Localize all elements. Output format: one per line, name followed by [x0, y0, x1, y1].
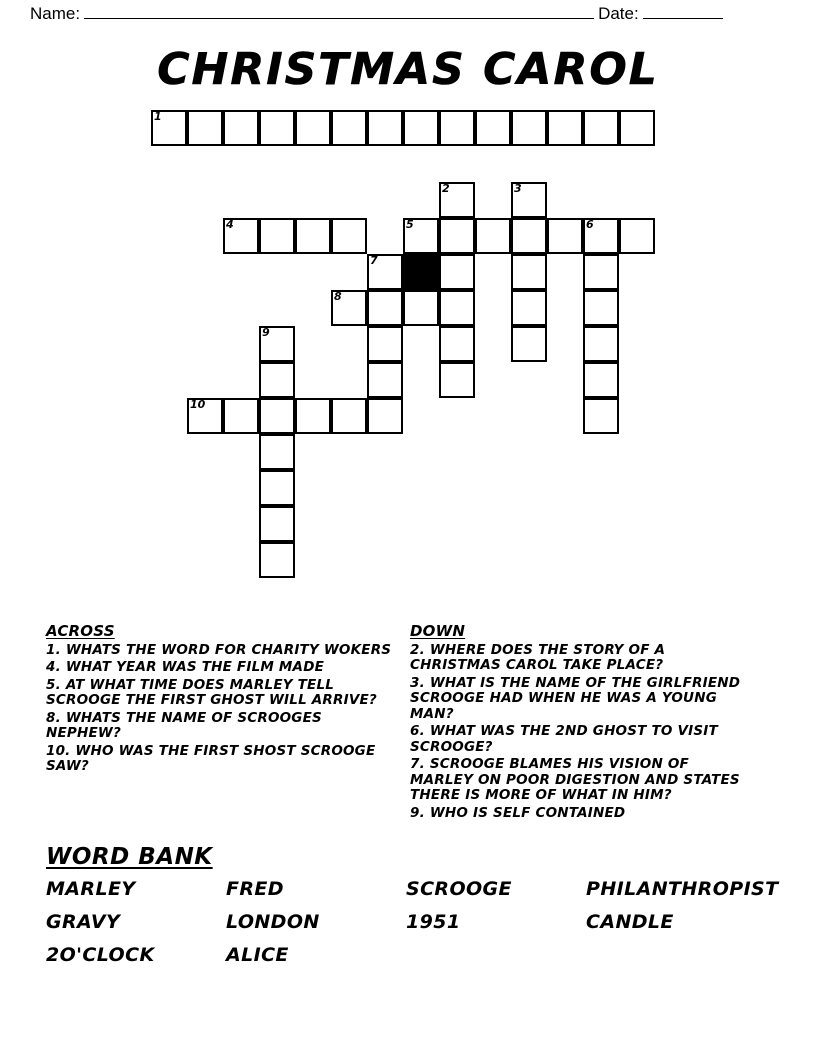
grid-cell[interactable] — [331, 398, 367, 434]
grid-cell[interactable] — [331, 218, 367, 254]
grid-cell[interactable] — [259, 218, 295, 254]
across-clue-4: 4. WHAT YEAR WAS THE FILM MADE — [46, 659, 325, 675]
grid-cell[interactable] — [403, 290, 439, 326]
grid-cell[interactable] — [439, 182, 475, 218]
grid-cell[interactable] — [223, 398, 259, 434]
grid-cell[interactable] — [259, 506, 295, 542]
grid-cell-number: 9 — [262, 326, 270, 339]
word-bank-grid — [46, 878, 779, 966]
grid-cell[interactable] — [367, 254, 403, 290]
grid-cell[interactable] — [511, 290, 547, 326]
grid-cell-number: 4 — [226, 218, 234, 231]
grid-cell-number: 8 — [334, 290, 342, 303]
down-clue-7: 7. SCROOGE BLAMES HIS VISION OF MARLEY ON POOR DIGESTION AND STATES THERE IS MORE OF WHAT IN HIM? — [410, 756, 740, 803]
grid-cell[interactable] — [367, 290, 403, 326]
word-bank-item: ALICE — [226, 944, 289, 966]
grid-cell[interactable] — [331, 290, 367, 326]
grid-cell[interactable] — [295, 218, 331, 254]
grid-cell[interactable] — [511, 182, 547, 218]
grid-cell[interactable] — [619, 218, 655, 254]
grid-cell[interactable] — [511, 218, 547, 254]
word-bank-item: 2O'CLOCK — [46, 944, 155, 966]
word-bank-item — [406, 944, 586, 966]
grid-cell[interactable] — [439, 290, 475, 326]
word-bank-item: PHILANTHROPIST — [586, 878, 779, 900]
word-bank-heading: WORD BANK — [46, 844, 213, 870]
grid-cell-number: 5 — [406, 218, 414, 231]
grid-cell[interactable] — [583, 398, 619, 434]
down-clue-2: 2. WHERE DOES THE STORY OF A CHRISTMAS CAROL TAKE PLACE? — [410, 641, 666, 673]
word-bank-item: FRED — [226, 878, 284, 900]
down-heading: DOWN — [410, 622, 466, 640]
across-clue-8: 8. WHATS THE NAME OF SCROOGES NEPHEW? — [46, 709, 322, 741]
grid-cell[interactable] — [547, 218, 583, 254]
grid-cell[interactable] — [259, 470, 295, 506]
grid-cell[interactable] — [511, 110, 547, 146]
grid-cell[interactable] — [259, 362, 295, 398]
grid-cell[interactable] — [403, 110, 439, 146]
date-label: Date: — [598, 4, 639, 23]
grid-cell[interactable] — [367, 110, 403, 146]
grid-cell[interactable] — [619, 110, 655, 146]
grid-cell[interactable] — [583, 290, 619, 326]
grid-cell[interactable] — [439, 254, 475, 290]
grid-cell[interactable] — [367, 362, 403, 398]
grid-cell[interactable] — [223, 218, 259, 254]
grid-cell[interactable] — [331, 110, 367, 146]
grid-cell[interactable] — [187, 398, 223, 434]
across-clue-5: 5. AT WHAT TIME DOES MARLEY TELL SCROOGE THE FIRST GHOST WILL ARRIVE? — [46, 676, 377, 708]
grid-cell-number: 7 — [370, 254, 378, 267]
word-bank-item: LONDON — [226, 911, 320, 933]
grid-cell[interactable] — [583, 326, 619, 362]
grid-cell-number: 3 — [514, 182, 522, 195]
word-bank-item: CANDLE — [586, 911, 674, 933]
word-bank-item — [586, 944, 779, 966]
grid-cell[interactable] — [439, 218, 475, 254]
grid-cell[interactable] — [259, 542, 295, 578]
across-clue-1: 1. WHATS THE WORD FOR CHARITY WOKERS — [46, 641, 392, 658]
grid-cell[interactable] — [259, 398, 295, 434]
grid-cell[interactable] — [403, 218, 439, 254]
grid-cell[interactable] — [583, 218, 619, 254]
grid-cell-blocked — [403, 254, 439, 290]
grid-cell-number: 10 — [190, 398, 206, 411]
grid-cell[interactable] — [475, 110, 511, 146]
word-bank-item: MARLEY — [46, 878, 136, 900]
grid-cell-number: 1 — [154, 110, 162, 123]
word-bank-section — [46, 844, 779, 966]
down-clue-3: 3. WHAT IS THE NAME OF THE GIRLFRIEND SCROOGE HAD WHEN HE WAS A YOUNG MAN? — [410, 674, 741, 722]
name-label: Name: — [30, 4, 81, 23]
grid-cell[interactable] — [223, 110, 259, 146]
word-bank-item: SCROOGE — [406, 878, 512, 900]
grid-cell[interactable] — [511, 326, 547, 362]
grid-cell[interactable] — [583, 362, 619, 398]
grid-cell[interactable] — [367, 398, 403, 434]
grid-cell[interactable] — [511, 254, 547, 290]
across-clues-section — [46, 624, 396, 777]
down-clue-6: 6. WHAT WAS THE 2ND GHOST TO VISIT SCROOGE? — [410, 723, 718, 755]
grid-cell-number: 2 — [442, 182, 450, 195]
grid-cell[interactable] — [295, 110, 331, 146]
grid-cell[interactable] — [187, 110, 223, 146]
grid-cell[interactable] — [259, 326, 295, 362]
grid-cell[interactable] — [583, 110, 619, 146]
grid-cell[interactable] — [547, 110, 583, 146]
grid-cell[interactable] — [151, 110, 187, 146]
grid-cell[interactable] — [439, 110, 475, 146]
grid-cell[interactable] — [439, 326, 475, 362]
word-bank-item: 1951 — [406, 911, 461, 933]
across-clue-10: 10. WHO WAS THE FIRST SHOST SCROOGE SAW? — [46, 742, 376, 774]
grid-cell[interactable] — [367, 326, 403, 362]
grid-cell[interactable] — [295, 398, 331, 434]
grid-cell[interactable] — [439, 362, 475, 398]
page-title: CHRISTMAS CAROL — [157, 44, 659, 95]
grid-cell[interactable] — [259, 110, 295, 146]
word-bank-item: GRAVY — [46, 911, 121, 933]
across-heading: ACROSS — [46, 622, 115, 640]
grid-cell-number: 6 — [586, 218, 594, 231]
grid-cell[interactable] — [259, 434, 295, 470]
grid-cell[interactable] — [583, 254, 619, 290]
down-clues-section — [410, 624, 755, 823]
grid-cell[interactable] — [475, 218, 511, 254]
down-clue-9: 9. WHO IS SELF CONTAINED — [410, 804, 626, 821]
